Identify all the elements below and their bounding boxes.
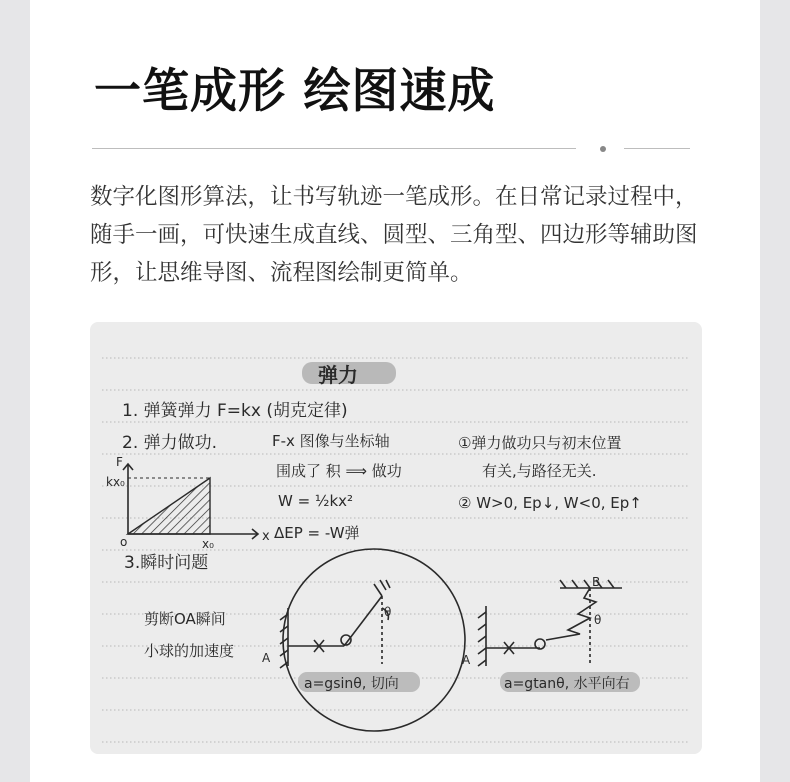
notes-canvas bbox=[90, 322, 702, 754]
notes-note-2: ② W>0, Ep↓, W<0, Ep↑ bbox=[458, 494, 642, 512]
label-a-2: A bbox=[462, 653, 471, 667]
label-a-1: A bbox=[262, 651, 271, 665]
notes-line-2d: W = ½kx² bbox=[278, 492, 354, 510]
notes-note-1b: 有关,与路径无关. bbox=[482, 462, 597, 480]
notes-line-2e: ΔEP = -W弹 bbox=[274, 524, 360, 542]
notes-line-2c: 围成了 积 ⟹ 做功 bbox=[276, 462, 402, 480]
axis-label-f: F bbox=[116, 455, 123, 469]
notes-heading: 弹力 bbox=[318, 363, 358, 387]
divider-dot bbox=[600, 146, 606, 152]
axis-label-x: x bbox=[262, 529, 270, 544]
divider-line-short bbox=[624, 148, 690, 149]
axis-origin: o bbox=[120, 535, 128, 549]
handwritten-notes-image bbox=[90, 322, 702, 754]
notes-note-1: ①弹力做功只与初末位置 bbox=[458, 434, 622, 452]
label-theta-1: θ bbox=[384, 605, 392, 619]
notes-line-2b: F-x 图像与坐标轴 bbox=[272, 432, 390, 450]
notes-line-2: 2. 弹力做功. bbox=[122, 433, 218, 453]
notes-line-1: 1. 弹簧弹力 F=kx (胡克定律) bbox=[122, 401, 348, 421]
page-title: 一笔成形 绘图速成 bbox=[94, 64, 496, 119]
axis-label-x0: x₀ bbox=[202, 537, 214, 551]
cut-note-1: 剪断OA瞬间 bbox=[144, 610, 226, 628]
notes-line-3: 3.瞬时问题 bbox=[124, 553, 209, 573]
force-displacement-graph bbox=[106, 455, 270, 551]
content-card bbox=[30, 0, 760, 782]
divider-line bbox=[92, 148, 576, 149]
cut-note-2: 小球的加速度 bbox=[144, 642, 235, 660]
feature-description: 数字化图形算法，让书写轨迹一笔成形。在日常记录过程中，随手一画，可快速生成直线、圆型、三角型、四边形等辅助图形，让思维导图、流程图绘制更简单。 bbox=[90, 184, 698, 286]
pendulum-diagram bbox=[280, 549, 465, 731]
label-theta-2: θ bbox=[594, 613, 602, 627]
axis-label-kx0: kx₀ bbox=[106, 475, 125, 489]
label-b: B bbox=[592, 575, 601, 589]
result-1: a=gsinθ, 切向 bbox=[304, 676, 399, 692]
result-2: a=gtanθ, 水平向右 bbox=[504, 676, 630, 692]
